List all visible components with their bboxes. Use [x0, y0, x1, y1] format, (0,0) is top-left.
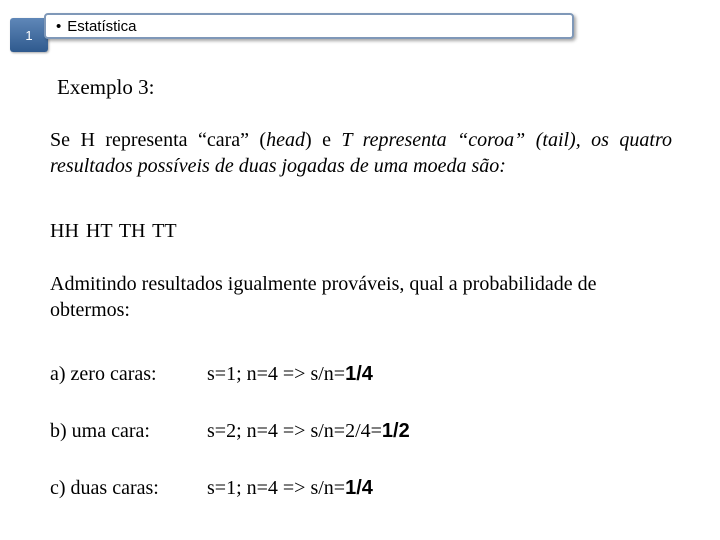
- slide-number: 1: [25, 27, 33, 43]
- item-calc: [207, 363, 373, 386]
- bullet-icon: •: [56, 17, 62, 35]
- intro-part2: ) e: [304, 129, 342, 151]
- item-label: c) duas caras:: [50, 477, 159, 499]
- item-label: a) zero caras:: [50, 363, 157, 385]
- item-result: 1/4: [345, 363, 373, 385]
- item-result: 1/4: [345, 477, 373, 499]
- item-calc-prefix: s=2; n=4 => s/n=2/4=: [207, 420, 382, 442]
- intro-head: head: [266, 129, 305, 151]
- intro-part1: Se H representa “cara” (: [50, 129, 267, 151]
- item-calc: [207, 420, 410, 443]
- example-title: Exemplo 3:: [57, 75, 155, 99]
- item-calc-prefix: s=1; n=4 => s/n=: [207, 363, 346, 385]
- item-calc-prefix: s=1; n=4 => s/n=: [207, 477, 346, 499]
- item-label: b) uma cara:: [50, 420, 150, 442]
- intro-paragraph: [50, 127, 672, 179]
- slide-number-badge: [10, 18, 48, 52]
- item-calc: [207, 477, 373, 500]
- intro-italic-rest: T representa “coroa” (tail), os quatro resultados possíveis de duas jogadas de uma moeda são:: [50, 129, 672, 177]
- question-paragraph: Admitindo resultados igualmente prováveis, qual a probabilidade de obtermos:: [50, 273, 597, 321]
- item-result: 1/2: [381, 420, 410, 442]
- header-title-box: [44, 13, 574, 39]
- header-title: Estatística: [67, 17, 137, 35]
- outcomes-list: HH HT TH TT: [50, 220, 177, 242]
